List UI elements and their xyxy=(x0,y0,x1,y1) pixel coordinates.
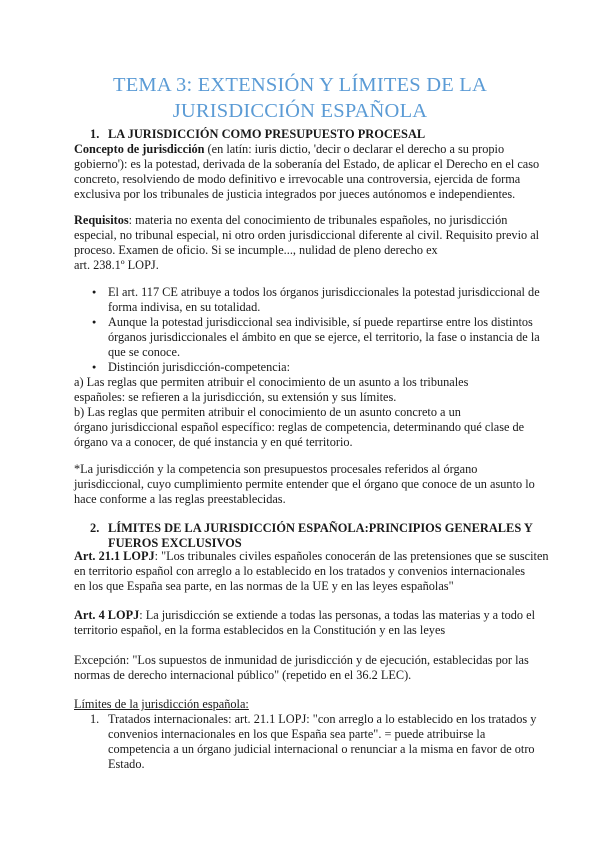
concepto-paragraph xyxy=(74,142,540,202)
bullet-3-line-1: Distinción jurisdicción-competencia: xyxy=(108,360,291,374)
bullet-dot: ● xyxy=(92,363,97,371)
excepcion-line-1: Excepción: "Los supuestos de inmunidad de jurisdicción y de ejecución, establecidas por las xyxy=(74,653,529,667)
requisitos-line-1: : materia no exenta del conocimiento de tribunales españoles, no jurisdicción xyxy=(128,213,508,227)
requisitos-line-2: especial, no tribunal especial, ni otro orden jurisdiccional diferente al civil. Requisito previo al xyxy=(74,228,540,242)
limites-item-1-line-3: competencia a un órgano judicial internacional o renunciar a la misma en favor de otro xyxy=(108,742,535,756)
title-line-2: JURISDICCIÓN ESPAÑOLA xyxy=(172,100,428,122)
limites-item-1-line-1: Tratados internacionales: art. 21.1 LOPJ: "con arreglo a lo establecido en los tratados y xyxy=(108,712,537,726)
distincion-a-line-1: a) Las reglas que permiten atribuir el conocimiento de un asunto a los tribunales xyxy=(74,375,469,389)
art-21-paragraph xyxy=(74,549,549,594)
distincion-a-line-2: españoles: se refieren a la jurisdicción, su extensión y sus límites. xyxy=(74,390,397,404)
limites-heading xyxy=(74,697,534,712)
document-title xyxy=(60,72,540,124)
limites-item-1-number: 1. xyxy=(90,712,100,726)
bullet-item-1 xyxy=(108,285,540,315)
nota-line-3: hace conforme a las reglas preestablecidas. xyxy=(74,492,286,506)
requisitos-line-4: art. 238.1º LOPJ. xyxy=(74,258,159,272)
section-1-number: 1. xyxy=(90,127,100,141)
requisitos-paragraph xyxy=(74,213,540,273)
concepto-label: Concepto de jurisdicción xyxy=(74,142,205,156)
concepto-line-2: gobierno'): es la potestad, derivada de la soberanía del Estado, de aplicar el Derecho en el caso xyxy=(74,157,540,171)
requisitos-label: Requisitos xyxy=(74,213,129,227)
art-21-label: Art. 21.1 LOPJ xyxy=(74,549,155,563)
bullet-2-line-3: que se conoce. xyxy=(108,345,181,359)
distincion-b-line-3: órgano va a conocer, de qué instancia y en qué territorio. xyxy=(74,435,353,449)
bullet-item-3 xyxy=(108,360,290,375)
title-line-1: TEMA 3: EXTENSIÓN Y LÍMITES DE LA xyxy=(112,74,488,96)
concepto-line-3: concreto, resolviendo de modo definitivo e irrevocable una controversia, ejercida de forma xyxy=(74,172,521,186)
bullet-2-line-2: órganos jurisdiccionales el ámbito en que se ejerce, el territorio, la fase o instancia de la xyxy=(108,330,540,344)
bullet-dot: ● xyxy=(92,288,97,296)
excepcion-paragraph xyxy=(74,653,534,683)
bullet-item-2 xyxy=(108,315,540,360)
art-21-line-1: : "Los tribunales civiles españoles conocerán de las pretensiones que se susciten xyxy=(154,549,549,563)
nota-line-1: *La jurisdicción y la competencia son presupuestos procesales referidos al órgano xyxy=(74,462,478,476)
art-4-paragraph xyxy=(74,608,534,638)
art-21-line-3: en los que España sea parte, en las normas de la UE y en las leyes españolas" xyxy=(74,579,454,593)
art-4-line-2: territorio español, en la forma establecidos en la Constitución y en las leyes xyxy=(74,623,446,637)
section-1-title: LA JURISDICCIÓN COMO PRESUPUESTO PROCESAL xyxy=(108,127,426,141)
concepto-line-4: exclusiva por los tribunales de justicia integrados por jueces autónomos e independientes. xyxy=(74,187,516,201)
bullet-1-line-2: forma indivisa, en su totalidad. xyxy=(108,300,261,314)
section-2-title-line-2: FUEROS EXCLUSIVOS xyxy=(108,536,242,550)
bullet-1-line-1: El art. 117 CE atribuye a todos los órganos jurisdiccionales la potestad jurisdiccional de xyxy=(108,285,540,299)
art-4-label: Art. 4 LOPJ xyxy=(74,608,140,622)
limites-item-1 xyxy=(108,712,536,772)
requisitos-line-3: proceso. Examen de oficio. Si se incumple..., nulidad de pleno derecho ex xyxy=(74,243,438,257)
art-4-line-1: : La jurisdicción se extiende a todas las personas, a todas las materias y a todo el xyxy=(139,608,536,622)
limites-item-1-line-4: Estado. xyxy=(108,757,145,771)
art-21-line-2: en territorio español con arreglo a lo establecido en los tratados y convenios internacionales xyxy=(74,564,526,578)
excepcion-line-2: normas de derecho internacional público" (repetido en el 36.2 LEC). xyxy=(74,668,412,682)
section-2-title-line-1: LÍMITES DE LA JURISDICCIÓN ESPAÑOLA:PRINCIPIOS GENERALES Y xyxy=(108,521,533,535)
nota-line-2: jurisdiccional, cuyo cumplimiento permite entender que el órgano que conoce de un asunto lo xyxy=(74,477,535,491)
concepto-line-1: (en latín: iuris dictio, 'decir o declarar el derecho a su propio xyxy=(204,142,505,156)
distincion-list xyxy=(74,375,534,450)
limites-heading-text: Límites de la jurisdicción española: xyxy=(74,697,249,711)
distincion-b-line-1: b) Las reglas que permiten atribuir el conocimiento de un asunto concreto a un xyxy=(74,405,461,419)
bullet-dot: ● xyxy=(92,318,97,326)
limites-item-1-line-2: convenios internacionales en los que España sea parte". = puede atribuirse la xyxy=(108,727,486,741)
section-2-number: 2. xyxy=(90,521,100,535)
bullet-2-line-1: Aunque la potestad jurisdiccional sea indivisible, sí puede repartirse entre los distintos xyxy=(108,315,533,329)
nota-paragraph xyxy=(74,462,534,507)
distincion-b-line-2: órgano jurisdiccional español específico: reglas de competencia, determinando qué clase de xyxy=(74,420,525,434)
